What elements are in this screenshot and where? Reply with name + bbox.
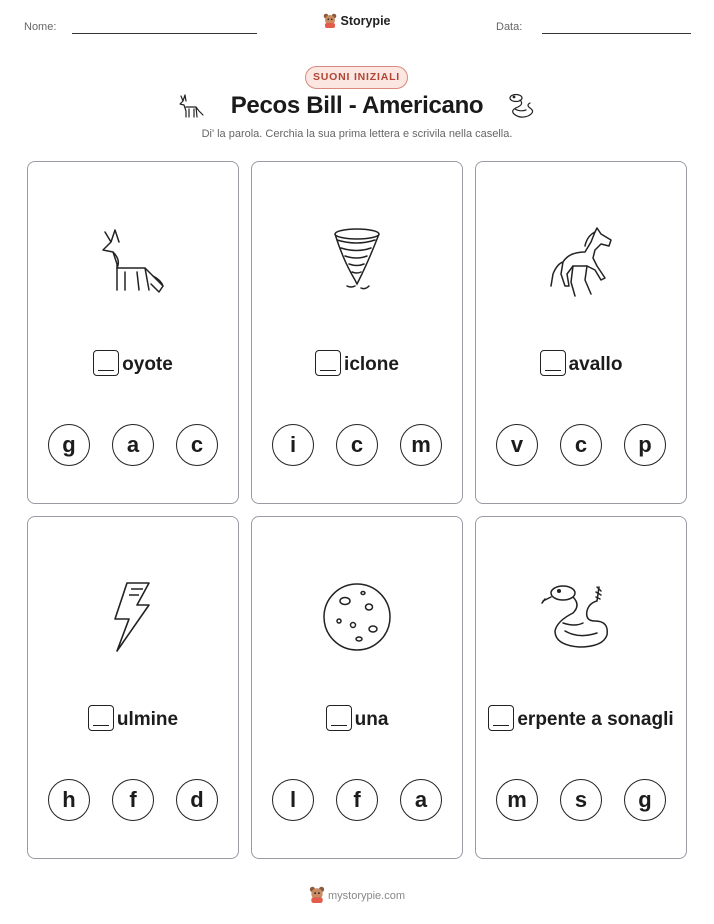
bear-icon [323,13,337,31]
letter-option[interactable]: f [336,779,378,821]
horse-icon [476,220,686,304]
word-card [475,516,687,859]
name-label: Nome: [24,21,57,33]
word-prompt [476,350,686,376]
answer-box[interactable] [88,705,114,731]
letter-option[interactable]: f [112,779,154,821]
letter-option[interactable]: v [496,424,538,466]
word-prompt [476,705,686,731]
word-card [475,161,687,504]
instructions: Di' la parola. Cerchia la sua prima lettera e scrivila nella casella. [201,128,513,140]
letter-options [252,424,462,466]
answer-box[interactable] [540,350,566,376]
word-card [251,516,463,859]
date-label: Data: [496,21,523,33]
letter-option[interactable]: m [496,779,538,821]
letter-option[interactable]: m [400,424,442,466]
word-rest: ulmine [116,709,179,730]
word-prompt [28,705,238,731]
letter-options [252,779,462,821]
letter-options [476,424,686,466]
word-rest: erpente a sonagli [517,709,674,730]
word-rest: avallo [568,354,623,375]
brand-logo [0,13,714,31]
answer-box[interactable] [93,350,119,376]
letter-option[interactable]: g [48,424,90,466]
word-card [251,161,463,504]
letter-option[interactable]: i [272,424,314,466]
category-badge: SUONI INIZIALI [305,66,408,89]
lightning-icon [28,575,238,659]
coyote-icon [28,220,238,304]
word-card [27,161,239,504]
word-prompt [252,705,462,731]
date-line[interactable] [542,33,691,34]
answer-box[interactable] [326,705,352,731]
footer-link[interactable]: mystorypie.com [327,890,406,902]
rattlesnake-icon [506,92,538,125]
letter-option[interactable]: d [176,779,218,821]
letter-option[interactable]: c [176,424,218,466]
moon-icon [252,575,462,659]
letter-option[interactable]: p [624,424,666,466]
word-prompt [28,350,238,376]
letter-option[interactable]: s [560,779,602,821]
letter-options [28,424,238,466]
word-card [27,516,239,859]
footer [0,886,714,906]
bear-icon [309,886,325,906]
letter-option[interactable]: a [400,779,442,821]
rattlesnake-icon [476,575,686,659]
brand-name: Storypie [340,14,391,28]
tornado-icon [252,220,462,304]
letter-option[interactable]: c [336,424,378,466]
letter-option[interactable]: c [560,424,602,466]
letter-option[interactable]: a [112,424,154,466]
letter-option[interactable]: g [624,779,666,821]
word-rest: iclone [344,354,399,375]
letter-option[interactable]: l [272,779,314,821]
answer-box[interactable] [488,705,514,731]
word-prompt [252,350,462,376]
word-rest: una [354,709,389,730]
page-title: Pecos Bill - Americano [230,92,484,119]
answer-box[interactable] [315,350,341,376]
letter-options [476,779,686,821]
letter-options [28,779,238,821]
word-rest: oyote [122,354,173,375]
letter-option[interactable]: h [48,779,90,821]
name-line[interactable] [72,33,257,34]
